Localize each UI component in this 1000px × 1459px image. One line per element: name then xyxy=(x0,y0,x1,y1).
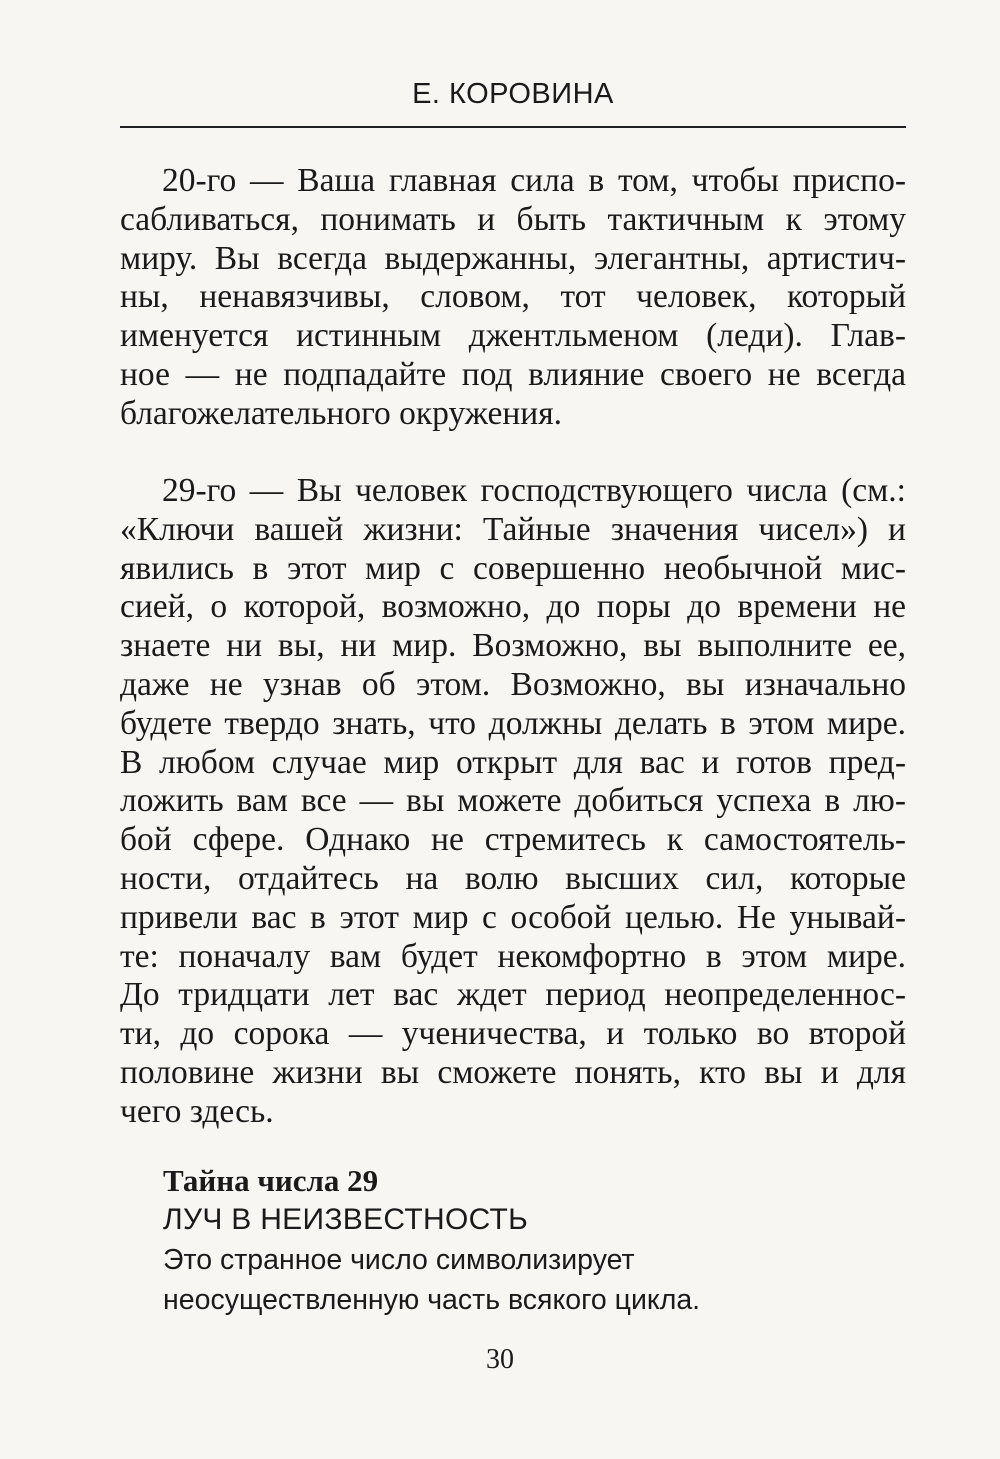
paragraph-line: благожелательного окружения. xyxy=(120,394,562,432)
paragraph-line: ны, ненавязчивы, словом, тот человек, который xyxy=(120,278,906,316)
paragraph-20th xyxy=(120,162,906,434)
paragraph-line: сией, о которой, возможно, до поры до времени не xyxy=(120,588,906,626)
paragraph-line: «Ключи вашей жизни: Тайные значения чисел») и xyxy=(120,510,906,548)
section-description-line: Это странное число символизирует xyxy=(163,1244,635,1276)
page-number: 30 xyxy=(486,1344,514,1375)
paragraph-line: те: поначалу вам будет некомфортно в этом мире. xyxy=(120,937,906,975)
paragraph-line: явились в этот мир с совершенно необычной мис- xyxy=(120,549,906,587)
paragraph-line: сабливаться, понимать и быть тактичным к этому xyxy=(120,200,906,238)
paragraph-line: чего здесь. xyxy=(120,1092,274,1130)
paragraph-line: знаете ни вы, ни мир. Возможно, вы выполните ее, xyxy=(120,627,906,665)
paragraph-line: ложить вам все — вы можете добиться успеха в лю- xyxy=(120,782,906,820)
paragraph-line: В любом случае мир открыт для вас и готов пред- xyxy=(120,743,906,781)
paragraph-line: даже не узнав об этом. Возможно, вы изначально xyxy=(120,665,906,703)
section-title: Тайна числа 29 xyxy=(163,1163,379,1198)
paragraph-line: 20-го — Ваша главная сила в том, чтобы приспо- xyxy=(162,162,906,199)
paragraph-line: ности, отдайтесь на волю высших сил, которые xyxy=(120,859,906,897)
paragraph-line: До тридцати лет вас ждет период неопределеннос- xyxy=(120,976,906,1014)
paragraph-line: ти, до сорока — ученичества, и только во второй xyxy=(120,1015,906,1053)
paragraph-line: 29-го — Вы человек господствующего числа (см.: xyxy=(162,472,906,509)
paragraph-line: привели вас в этот мир с особой целью. Не унывай- xyxy=(120,898,906,936)
paragraph-29th xyxy=(120,472,906,1132)
section-subtitle: ЛУЧ В НЕИЗВЕСТНОСТЬ xyxy=(163,1203,529,1236)
paragraph-line: ное — не подпадайте под влияние своего не всегда xyxy=(120,355,906,393)
number-secret-section xyxy=(163,1162,863,1320)
paragraph-line: бой сфере. Однако не стремитесь к самостоятель- xyxy=(120,821,906,859)
paragraph-line: миру. Вы всегда выдержанны, элегантны, артистич- xyxy=(120,239,906,277)
section-description-line: неосуществленную часть всякого цикла. xyxy=(163,1284,701,1316)
header-rule xyxy=(120,126,906,128)
paragraph-line: именуется истинным джентльменом (леди). Глав- xyxy=(120,317,906,355)
running-head: Е. КОРОВИНА xyxy=(412,78,614,110)
paragraph-line: будете твердо знать, что должны делать в этом мире. xyxy=(120,704,906,742)
paragraph-line: половине жизни вы сможете понять, кто вы и для xyxy=(120,1053,906,1091)
